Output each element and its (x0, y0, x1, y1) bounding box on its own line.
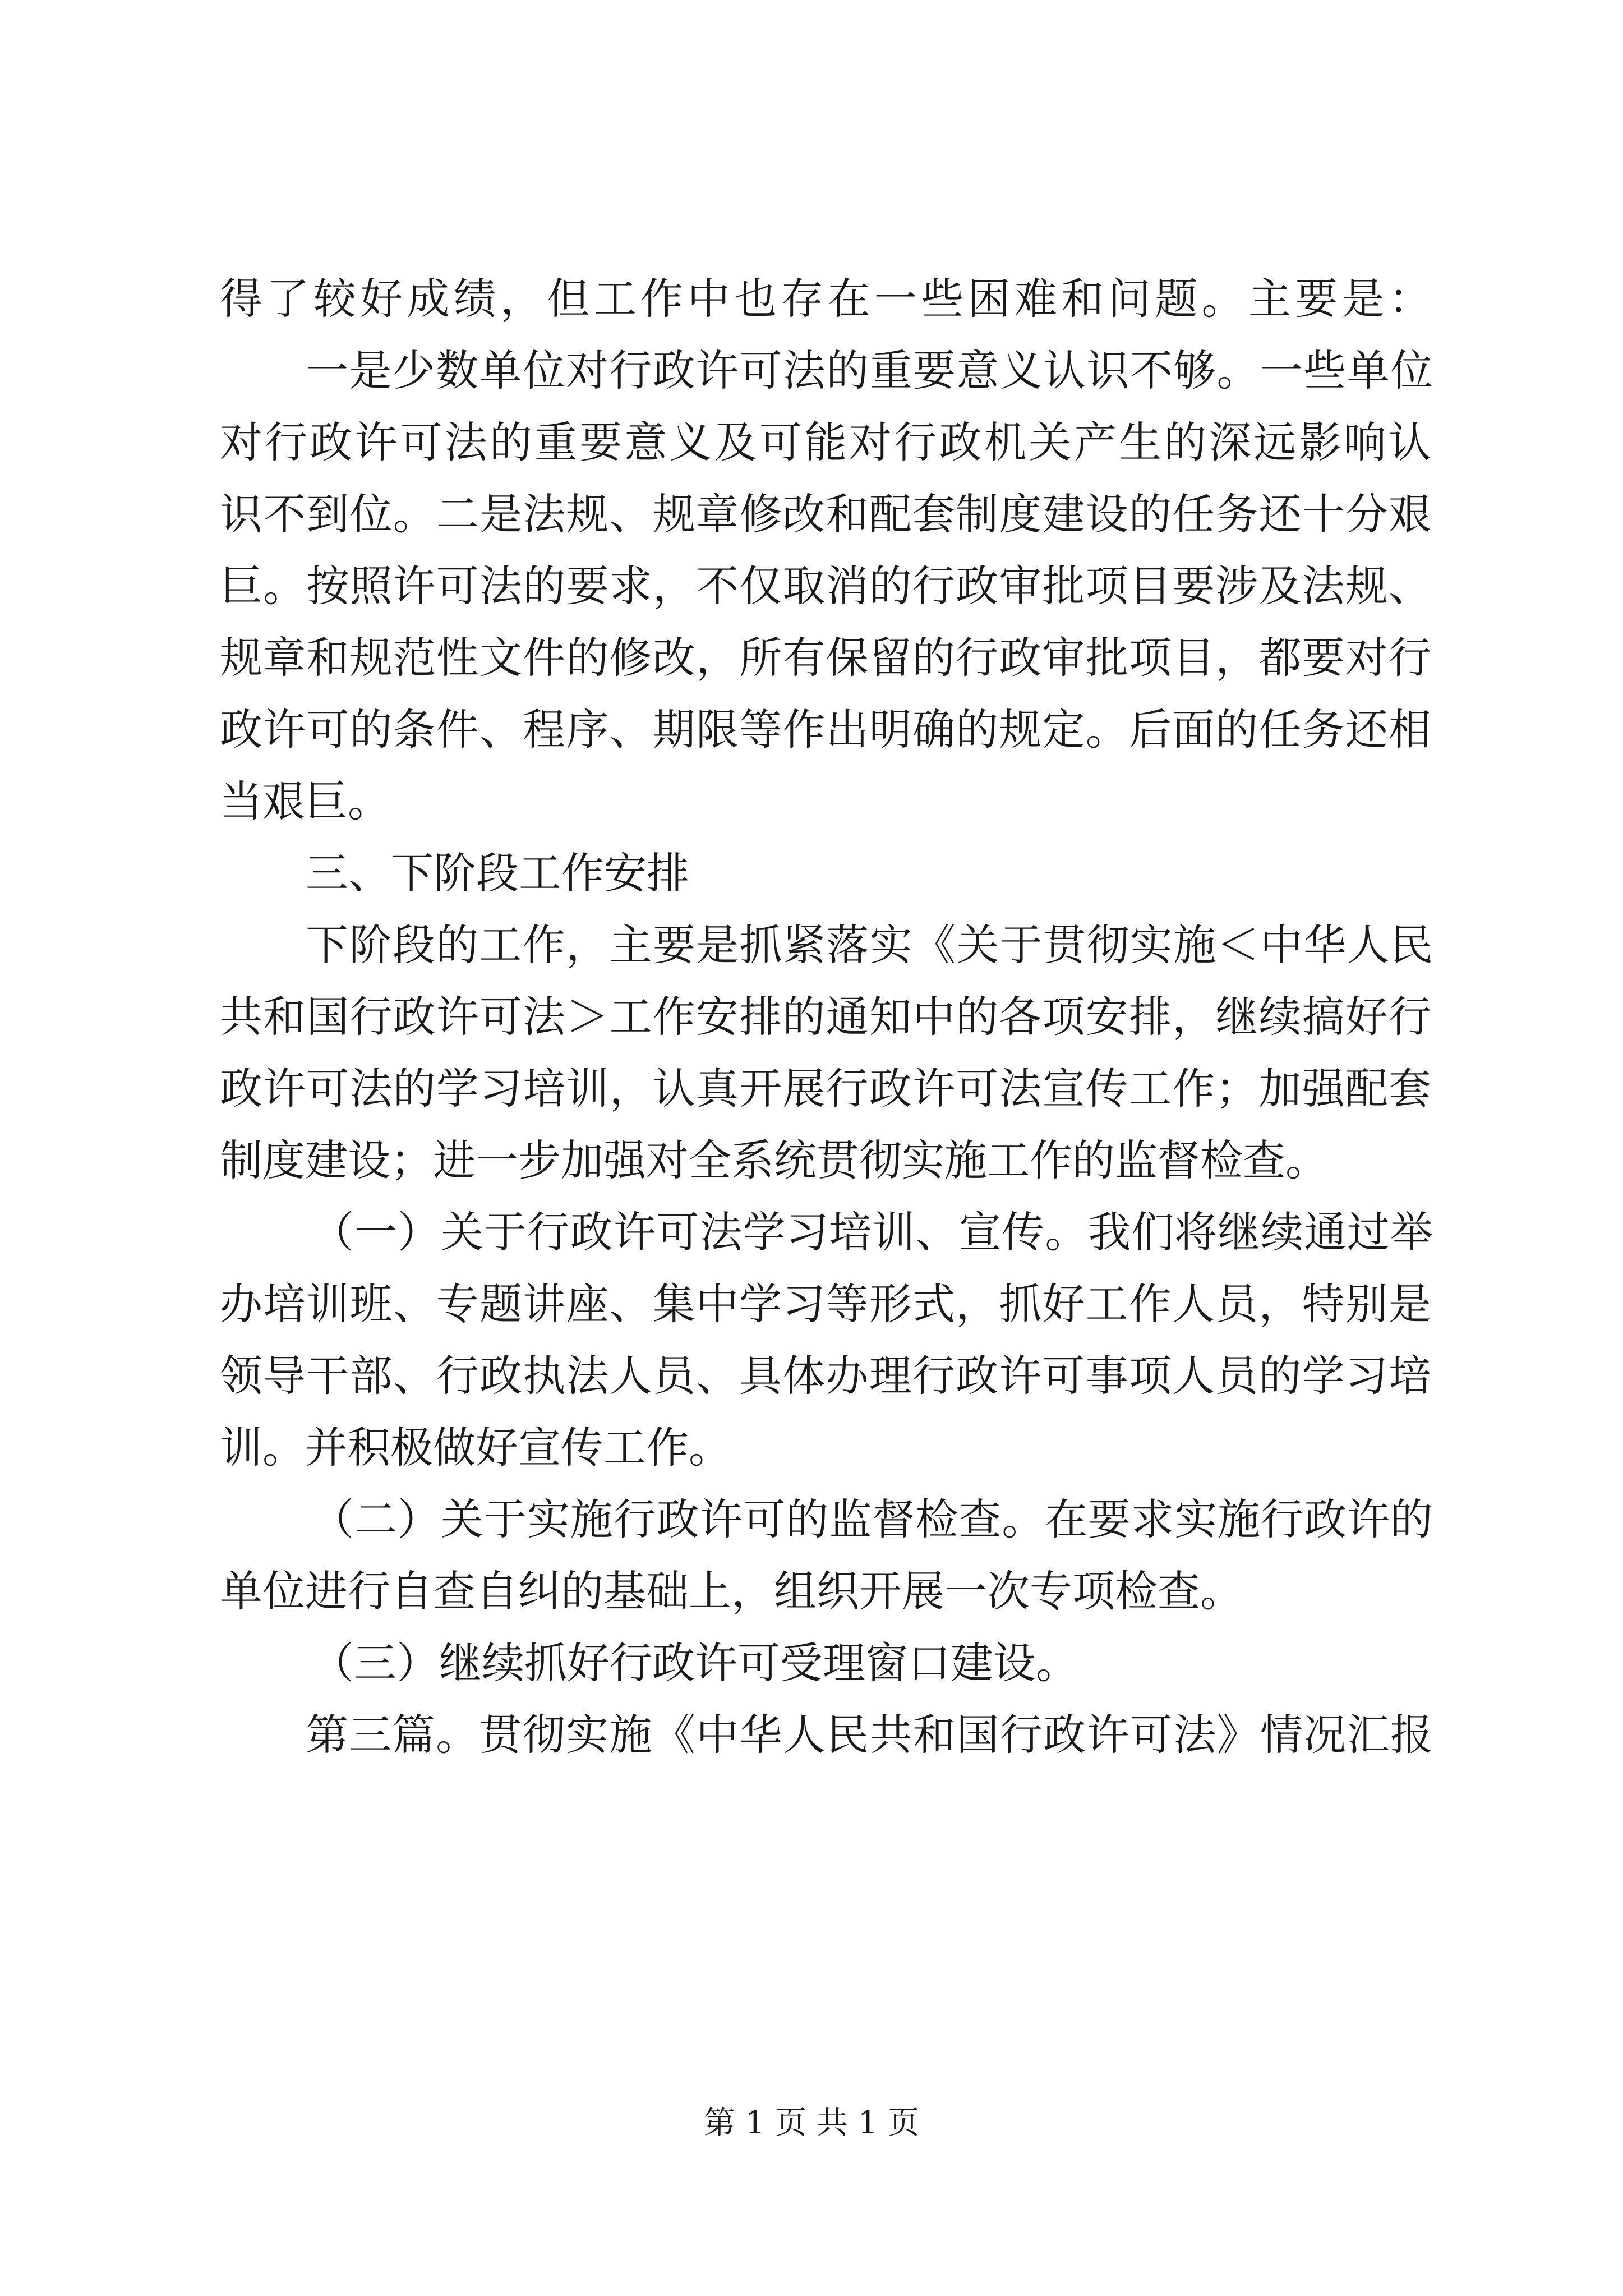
page-footer: 第 1 页 共 1 页 (703, 2105, 920, 2141)
body-text-line: 单位进行自查自纠的基础上，组织开展一次专项检查。 (220, 1566, 1243, 1616)
body-text-line: （一）关于行政许可法学习培训、宣传。我们将继续通过举 (311, 1207, 1433, 1257)
body-text-line: （二）关于实施行政许可的监督检查。在要求实施行政许的 (311, 1494, 1433, 1544)
body-text-line: 共和国行政许可法＞工作安排的通知中的各项安排，继续搞好行 (220, 992, 1431, 1042)
body-text-line: 制度建设；进一步加强对全系统贯彻实施工作的监督检查。 (220, 1135, 1328, 1185)
body-text-line: 政许可的条件、程序、期限等作出明确的规定。后面的任务还相 (220, 705, 1431, 754)
body-text-line: 领导干部、行政执法人员、具体办理行政许可事项人员的学习培 (220, 1351, 1431, 1401)
body-text-line: 识不到位。二是法规、规章修改和配套制度建设的任务还十分艰 (220, 489, 1431, 539)
body-text-line: （三）继续抓好行政许可受理窗口建设。 (311, 1638, 1078, 1688)
body-text-line: 训。并积极做好宣传工作。 (220, 1423, 731, 1473)
section-heading: 三、下阶段工作安排 (306, 848, 689, 898)
body-text-line: 对行政许可法的重要意义及可能对行政机关产生的深远影响认 (220, 417, 1431, 467)
body-text-line: 规章和规范性文件的修改，所有保留的行政审批项目，都要对行 (220, 633, 1431, 683)
body-text-line: 下阶段的工作，主要是抓紧落实《关于贯彻实施＜中华人民 (306, 920, 1433, 970)
body-text-line: 政许可法的学习培训，认真开展行政许可法宣传工作；加强配套 (220, 1064, 1431, 1114)
body-text-line: 巨。按照许可法的要求，不仅取消的行政审批项目要涉及法规、 (220, 561, 1431, 611)
body-text-line: 一是少数单位对行政许可法的重要意义认识不够。一些单位 (306, 346, 1433, 395)
body-text-line: 办培训班、专题讲座、集中学习等形式，抓好工作人员，特别是 (220, 1279, 1431, 1329)
body-text-line: 当艰巨。 (220, 776, 390, 826)
body-text-line: 得了较好成绩，但工作中也存在一些困难和问题。主要是： (220, 274, 1431, 324)
body-text-line: 第三篇。贯彻实施《中华人民共和国行政许可法》情况汇报 (306, 1710, 1433, 1760)
